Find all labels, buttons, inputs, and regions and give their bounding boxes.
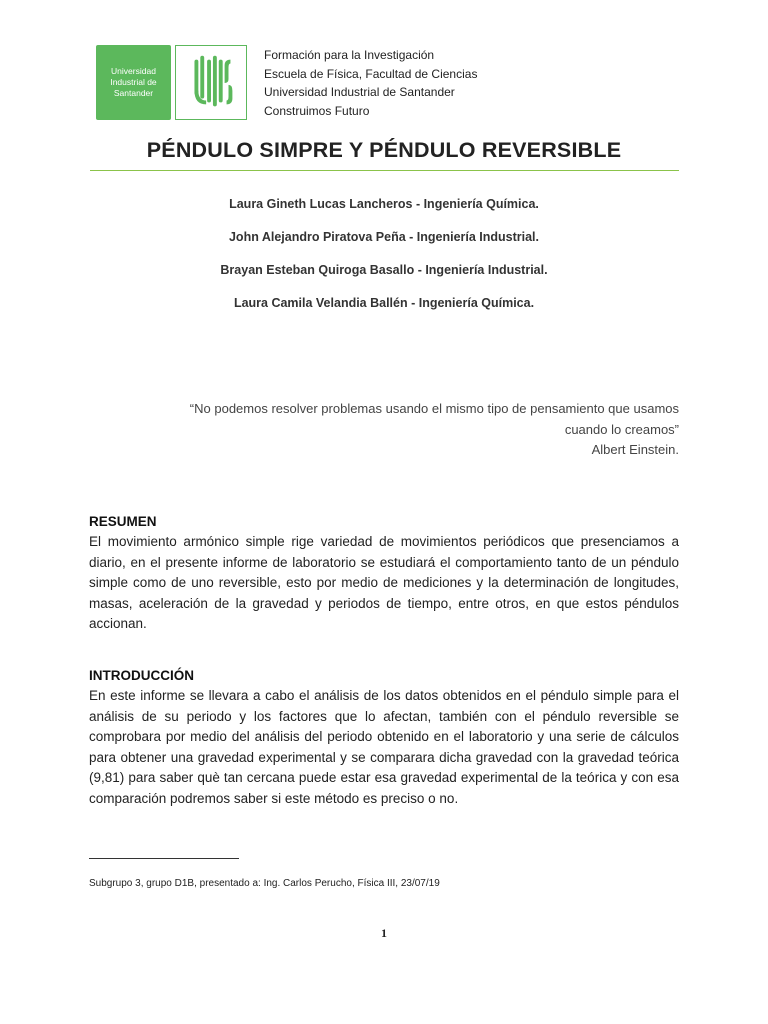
header-line-school: Escuela de Física, Facultad de Ciencias	[264, 66, 478, 81]
abstract-section	[89, 512, 679, 635]
author-1: Laura Gineth Lucas Lancheros - Ingeniería Química.	[229, 197, 539, 211]
institution-header	[264, 46, 477, 120]
document-title: PÉNDULO SIMPRE Y PÉNDULO REVERSIBLE	[146, 138, 622, 162]
quote-author: Albert Einstein.	[591, 442, 679, 457]
footnote-divider	[89, 858, 239, 859]
footnote: Subgrupo 3, grupo D1B, presentado a: Ing. Carlos Perucho, Física III, 23/07/19	[89, 878, 440, 889]
logo-text-line-3: Santander	[113, 88, 154, 98]
introduction-heading: INTRODUCCIÓN	[89, 668, 194, 683]
header-line-research: Formación para la Investigación	[264, 48, 435, 62]
abstract-heading: RESUMEN	[89, 514, 157, 529]
introduction-section	[89, 666, 679, 810]
header-line-university: Universidad Industrial de Santander	[264, 85, 455, 99]
author-list	[0, 194, 768, 326]
author-4: Laura Camila Velandia Ballén - Ingeniería Química.	[233, 296, 535, 310]
epigraph-quote	[59, 399, 679, 461]
header-line-motto: Construimos Futuro	[264, 103, 370, 118]
abstract-body: El movimiento armónico simple rige variedad de movimientos periódicos que presenciamos a diario, en el presente informe de laboratorio se estudiará el comportamiento tanto de un péndulo simple como de uno reversible, esto por medio de mediciones y la determinación de longitudes, masas, aceleración de la gravedad y periodos de tiempo, entre otros, en que estos péndulos accionan.	[89, 534, 679, 632]
author-3: Brayan Esteban Quiroga Basallo - Ingeniería Industrial.	[220, 263, 548, 277]
author-2: John Alejandro Piratova Peña - Ingeniería Industrial.	[228, 230, 540, 244]
uis-emblem-icon	[175, 45, 247, 120]
quote-line-2: cuando lo creamos”	[564, 421, 679, 437]
introduction-body: En este informe se llevara a cabo el análisis de los datos obtenidos en el péndulo simple para el análisis de su periodo y los factores que lo afectan, también con el péndulo reversible se comprobara por medio del análisis del periodo obtenido en el laboratorio y una serie de cálculos para obtener una gravedad experimental y se comparara dicha gravedad con la gravedad teórica (9,81) para saber què tan cercana puede estar esa gravedad experimental de la teórica y con esa comparación podremos saber si este método es preciso o no.	[89, 688, 679, 806]
university-logo	[96, 45, 171, 120]
quote-line-1: “No podemos resolver problemas usando el mismo tipo de pensamiento que usamos	[189, 401, 679, 416]
logo-text-line-1: Universidad	[111, 66, 156, 76]
title-divider	[90, 170, 679, 171]
logo-text-line-2: Industrial de	[110, 77, 157, 87]
page-number: 1	[381, 926, 387, 940]
